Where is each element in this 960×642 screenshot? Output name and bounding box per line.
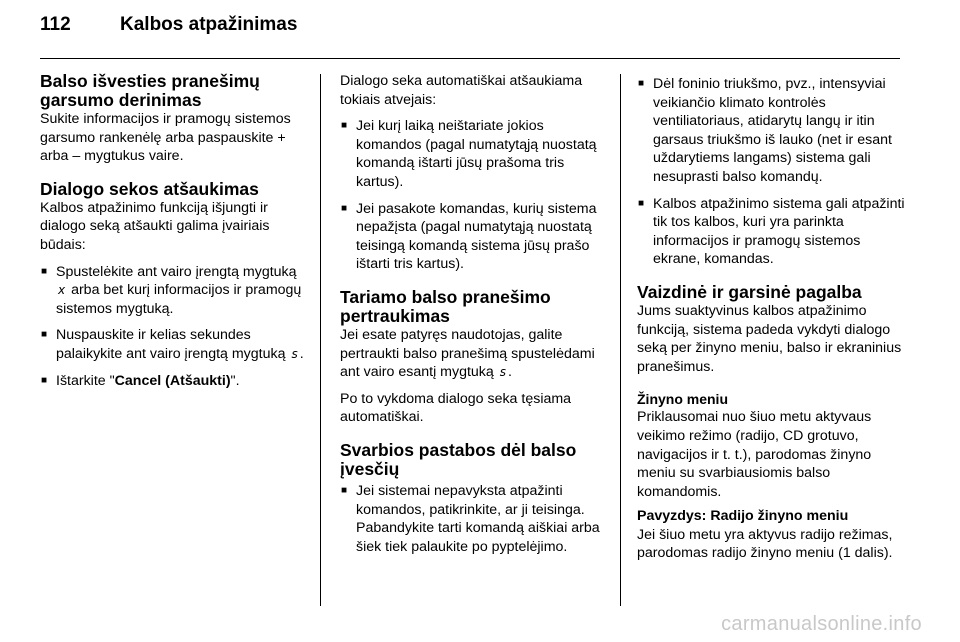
cancel-command: Cancel (Atšaukti) bbox=[114, 372, 231, 389]
page-title: Kalbos atpažinimas bbox=[120, 14, 298, 35]
list-item: ■ Spustelėkite ant vairo įrengtą mygtuką x arba bet kurį informacijos ir pramogų sistemos mygtuką. bbox=[40, 263, 308, 319]
list-item: ■ Jei pasakote komandas, kurių sistema nepažįsta (pagal numatytąją nuostatą teisingą komandą sistema jūsų prašo ištarti tris kartus). bbox=[340, 200, 610, 274]
column-1 bbox=[40, 72, 308, 390]
column-3 bbox=[637, 72, 905, 563]
list-item: ■ Ištarkite "Cancel (Atšaukti)". bbox=[40, 372, 308, 391]
paragraph-auto-cancel: Dialogo seka automatiškai atšaukiama tokiais atvejais: bbox=[340, 73, 583, 108]
list-item: ■ Jei kurį laiką neištariate jokios komandos (pagal numatytąją nuostatą komandą ištarti jūsų prašoma tris kartus). bbox=[340, 117, 610, 191]
section-body-volume: Sukite informacijos ir pramogų sistemos garsumo rankenėlę arba paspauskite + arba – mygtukus vaire. bbox=[40, 111, 291, 165]
list-item: ■ Nuspauskite ir kelias sekundes palaikykite ant vairo įrengtą mygtuką s . bbox=[40, 326, 308, 363]
steering-voice-button-icon: x bbox=[58, 283, 66, 298]
section-body-help: Jums suaktyvinus kalbos atpažinimo funkciją, sistema padeda vykdyti dialogo seką per žinyno meniu, balso ir ekraninius pranešimus. bbox=[637, 302, 902, 375]
example-body: Jei šiuo metu yra aktyvus radijo režimas, parodomas radijo žinyno meniu (1 dalis). bbox=[637, 526, 893, 562]
section-title-volume: Balso išvesties pranešimų garsumo derinimas bbox=[40, 71, 260, 110]
voice-button-icon: s bbox=[291, 346, 298, 361]
watermark: carmanualsonline.info bbox=[721, 613, 922, 635]
section-body-interrupt: Jei esate patyręs naudotojas, galite pertraukti balso pranešimą spustelėdami ant vairo esantį mygtuką s . bbox=[340, 326, 595, 381]
section-body-cancel: Kalbos atpažinimo funkciją išjungti ir dialogo seką atšaukti galima įvairiais būdais: bbox=[40, 199, 270, 253]
subsection-title-help-menu: Žinyno meniu bbox=[637, 391, 728, 408]
column-divider-1 bbox=[320, 74, 321, 606]
voice-button-icon: s bbox=[499, 365, 506, 380]
column-divider-2 bbox=[620, 74, 621, 606]
list-item: ■ Dėl foninio triukšmo, pvz., intensyviai veikiančio klimato kontrolės ventiliatoriaus, atidarytų langų ir itin garsaus triukšmo iš lauko (net ir esant uždarytiems langams) sistema gali nesuprasti balso komandų. bbox=[637, 75, 905, 187]
column-2 bbox=[340, 72, 610, 556]
list-item: ■ Jei sistemai nepavyksta atpažinti komandos, patikrinkite, ar ji teisinga. Pabandykite tarti komandą aiškiai arba šiek tiek palaukite po pyptelėjimo. bbox=[340, 482, 610, 556]
header-rule bbox=[40, 58, 900, 59]
section-title-notes: Svarbios pastabos dėl balso įvesčių bbox=[340, 439, 577, 479]
section-title-interrupt: Tariamo balso pranešimo pertraukimas bbox=[340, 286, 551, 326]
paragraph-continue: Po to vykdoma dialogo seka tęsiama automatiškai. bbox=[340, 390, 572, 426]
subsection-body-help-menu: Priklausomai nuo šiuo metu aktyvaus veikimo režimo (radijo, CD grotuvo, navigacijos ir t. t.), parodomas žinyno meniu su svarbiausiomis balso komandomis. bbox=[637, 409, 872, 500]
section-title-cancel: Dialogo sekos atšaukimas bbox=[40, 178, 259, 199]
list-item: ■ Kalbos atpažinimo sistema gali atpažinti tik tos kalbos, kuri yra parinkta informacijos ir pramogų sistemos ekrane, komandas. bbox=[637, 195, 905, 269]
example-title: Pavyzdys: Radijo žinyno meniu bbox=[637, 508, 849, 525]
section-title-help: Vaizdinė ir garsinė pagalba bbox=[637, 281, 862, 302]
page-number: 112 bbox=[40, 14, 71, 35]
